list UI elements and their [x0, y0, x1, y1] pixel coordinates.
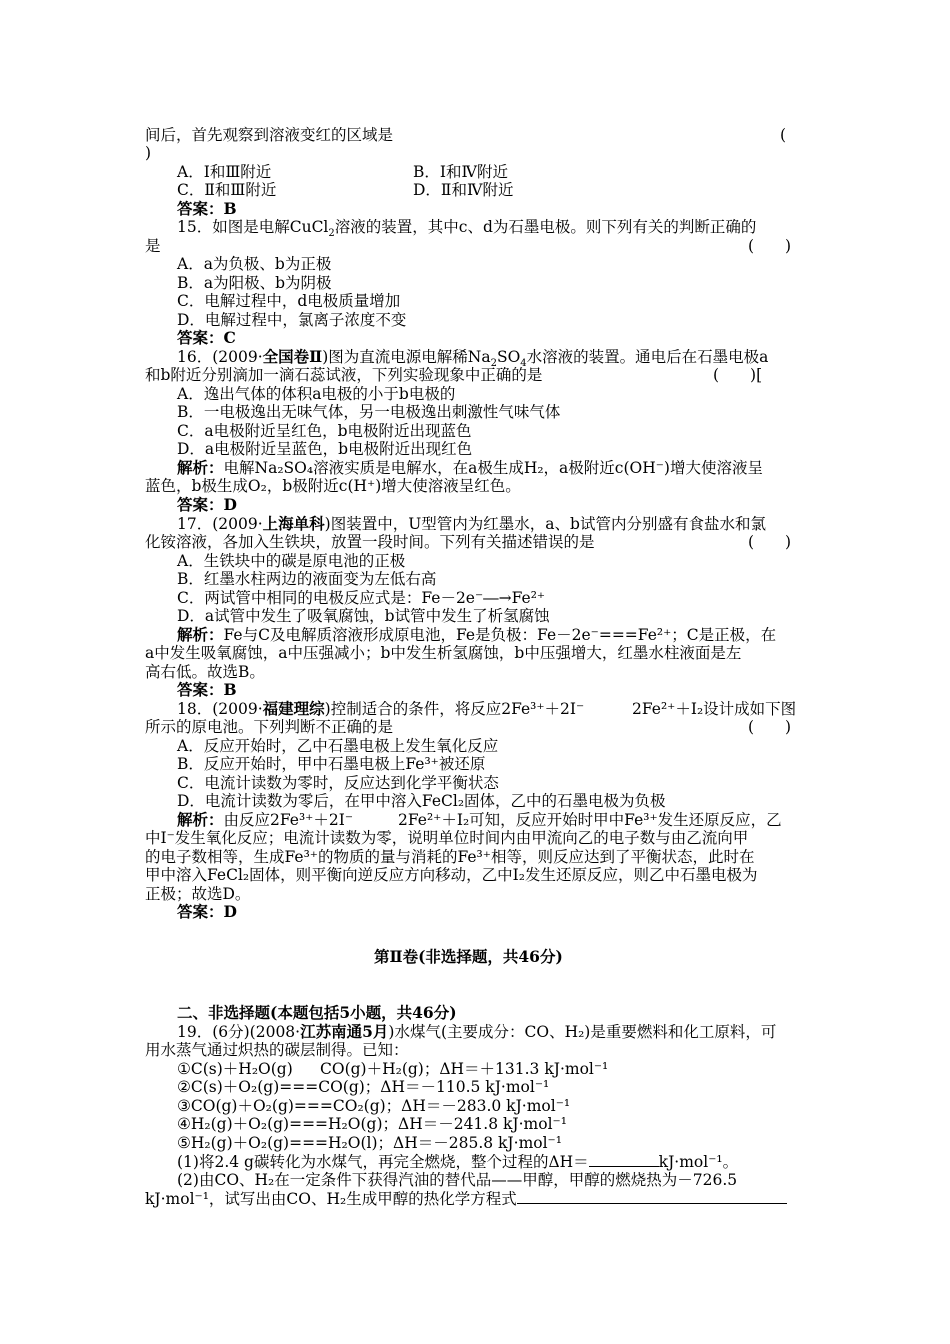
part2-section-heading: 二、非选择题(本题包括5小题，共46分): [177, 1003, 457, 1022]
q18-stem-line1a: 18．(2009·福建理综)控制适合的条件，将反应2Fe³⁺＋2I⁻: [177, 699, 585, 718]
q14-option-a: A．Ⅰ和Ⅲ附近: [177, 163, 272, 181]
q15-stem-line2: 是: [145, 237, 161, 255]
q18-option-a: A．反应开始时，乙中石墨电极上发生氧化反应: [177, 737, 499, 755]
q18-source: 福建理综: [262, 699, 325, 718]
q15-option-a: A．a为负极、b为正极: [177, 255, 332, 273]
q16-explanation-line1: 解析：电解Na₂SO₄溶液实质是电解水，在a极生成H₂，a极附近c(OH⁻)增大使溶液呈: [177, 458, 763, 477]
q14-paren-open: (: [780, 126, 787, 144]
q14-option-c: C．Ⅱ和Ⅲ附近: [177, 181, 277, 199]
q18-answer: 答案：D: [177, 902, 237, 921]
part2-title: 第Ⅱ卷(非选择题，共46分): [374, 947, 563, 966]
q17-source: 上海单科: [262, 514, 325, 533]
q16-source: 全国卷Ⅱ: [262, 347, 323, 366]
q14-answer: 答案：B: [177, 199, 237, 218]
q16-stem-line1: 16．(2009·全国卷Ⅱ)图为直流电源电解稀$Na_2SO_4$水溶液的装置。通电后在石墨电极a: [177, 347, 769, 370]
q17-explanation-line2: a中发生吸氧腐蚀，a中压强减小；b中发生析氢腐蚀，b中压强增大，红墨水柱液面是左: [145, 644, 742, 662]
q16-option-d: D．a电极附近呈蓝色，b电极附近出现红色: [177, 440, 473, 458]
q15-stem-line1: 15．如图是电解CuCl$_2$溶液的装置，其中c、d为石墨电极。则下列有关的判断正确的: [177, 218, 757, 240]
q19-stem-line2: 用水蒸气通过炽热的碳层制得。已知：: [145, 1041, 409, 1059]
q16-option-c: C．a电极附近呈红色，b电极附近出现蓝色: [177, 422, 472, 440]
q14-stem-tail: 间后，首先观察到溶液变红的区域是: [145, 126, 394, 144]
q19-equation-3: ③CO(g)＋O₂(g)===CO₂(g)；ΔH＝－283.0 kJ·mol⁻¹: [177, 1097, 571, 1115]
q17-stem-line2: 化铵溶液，各加入生铁块，放置一段时间。下列有关描述错误的是: [145, 533, 595, 551]
q19-subquestion-2-line1: (2)由CO、H₂在一定条件下获得汽油的替代品——甲醇，甲醇的燃烧热为－726.5: [177, 1171, 738, 1189]
q19-stem-line1: 19．(6分)(2008·江苏南通5月)水煤气(主要成分：CO、H₂)是重要燃料和化工原料，可: [177, 1022, 777, 1041]
q19-equation-2: ②C(s)＋O₂(g)===CO(g)；ΔH＝－110.5 kJ·mol⁻¹: [177, 1078, 550, 1096]
q16-paren: ( )[: [713, 366, 763, 384]
q15-answer: 答案：C: [177, 328, 236, 347]
q14-option-b: B．Ⅰ和Ⅳ附近: [413, 163, 508, 181]
q16-explanation-line2: 蓝色，b极生成O₂，b极附近c(H⁺)增大使溶液呈红色。: [145, 477, 521, 495]
q17-explanation-line1: 解析：Fe与C及电解质溶液形成原电池，Fe是负极：Fe－2e⁻===Fe²⁺；C是正极，在: [177, 625, 777, 644]
q16-option-a: A．逸出气体的体积a电极的小于b电极的: [177, 385, 456, 403]
q14-paren-close: ): [145, 144, 152, 162]
q15-paren: ( ): [748, 237, 792, 255]
q16-stem-line2: 和b附近分别滴加一滴石蕊试液，下列实验现象中正确的是: [145, 366, 543, 384]
q19-subquestion-1: (1)将2.4 g碳转化为水煤气，再完全燃烧，整个过程的ΔH＝ kJ·mol⁻¹。: [177, 1153, 739, 1171]
q17-option-c: C．两试管中相同的电极反应式是：Fe－2e⁻―→Fe²⁺: [177, 589, 546, 607]
q18-explanation-line4: 甲中溶入FeCl₂固体，则平衡向逆反应方向移动，乙中I₂发生还原反应，则乙中石墨电极为: [145, 866, 758, 884]
q18-stem-line2: 所示的原电池。下列判断不正确的是: [145, 718, 394, 736]
q19-subquestion-2-line2: kJ·mol⁻¹，试写出由CO、H₂生成甲醇的热化学方程式: [145, 1189, 787, 1208]
q18-explanation-line1a: 解析：由反应2Fe³⁺＋2I⁻: [177, 810, 354, 829]
q19-equation-1b: CO(g)＋H₂(g)；ΔH＝＋131.3 kJ·mol⁻¹: [320, 1060, 609, 1078]
q18-stem-line1b: 2Fe²⁺＋I₂设计成如下图: [632, 700, 797, 718]
q18-paren: ( ): [748, 718, 792, 736]
q18-explanation-line1b: 2Fe²⁺＋I₂可知，反应开始时甲中Fe³⁺发生还原反应，乙: [398, 811, 782, 829]
q19-equation-5: ⑤H₂(g)＋O₂(g)===H₂O(l)；ΔH＝－285.8 kJ·mol⁻¹: [177, 1134, 562, 1152]
q18-option-b: B．反应开始时，甲中石墨电极上Fe³⁺被还原: [177, 755, 486, 773]
q15-option-b: B．a为阳极、b为阴极: [177, 274, 332, 292]
q18-option-d: D．电流计读数为零后，在甲中溶入FeCl₂固体，乙中的石墨电极为负极: [177, 792, 666, 810]
q15-option-c: C．电解过程中，d电极质量增加: [177, 292, 401, 310]
q17-option-b: B．红墨水柱两边的液面变为左低右高: [177, 570, 437, 588]
q18-option-c: C．电流计读数为零时，反应达到化学平衡状态: [177, 774, 499, 792]
q17-option-d: D．a试管中发生了吸氧腐蚀，b试管中发生了析氢腐蚀: [177, 607, 550, 625]
q16-answer: 答案：D: [177, 495, 237, 514]
q18-explanation-line2: 中I⁻发生氧化反应；电流计读数为零，说明单位时间内由甲流向乙的电子数与由乙流向甲: [145, 829, 749, 847]
q17-paren: ( ): [748, 533, 792, 551]
q17-answer: 答案：B: [177, 680, 237, 699]
q17-stem-line1: 17．(2009·上海单科)图装置中，U型管内为红墨水，a、b试管内分别盛有食盐水和氯: [177, 514, 766, 533]
q19-source: 江苏南通5月: [300, 1022, 389, 1041]
q17-explanation-line3: 高右低。故选B。: [145, 663, 265, 681]
q18-explanation-line3: 的电子数相等，生成Fe³⁺的物质的量与消耗的Fe³⁺相等，则反应达到了平衡状态，此时在: [145, 848, 755, 866]
q17-option-a: A．生铁块中的碳是原电池的正极: [177, 552, 406, 570]
q19-answer-blank-2[interactable]: [517, 1189, 787, 1204]
q19-equation-4: ④H₂(g)＋O₂(g)===H₂O(g)；ΔH＝－241.8 kJ·mol⁻¹: [177, 1115, 567, 1133]
q19-answer-blank-1[interactable]: [589, 1152, 659, 1167]
q19-equation-1a: ①C(s)＋H₂O(g): [177, 1060, 293, 1078]
q14-option-d: D．Ⅱ和Ⅳ附近: [413, 181, 514, 199]
q16-option-b: B．一电极逸出无味气体，另一电极逸出刺激性气味气体: [177, 403, 561, 421]
q18-explanation-line5: 正极；故选D。: [145, 885, 251, 903]
q15-option-d: D．电解过程中，氯离子浓度不变: [177, 311, 407, 329]
